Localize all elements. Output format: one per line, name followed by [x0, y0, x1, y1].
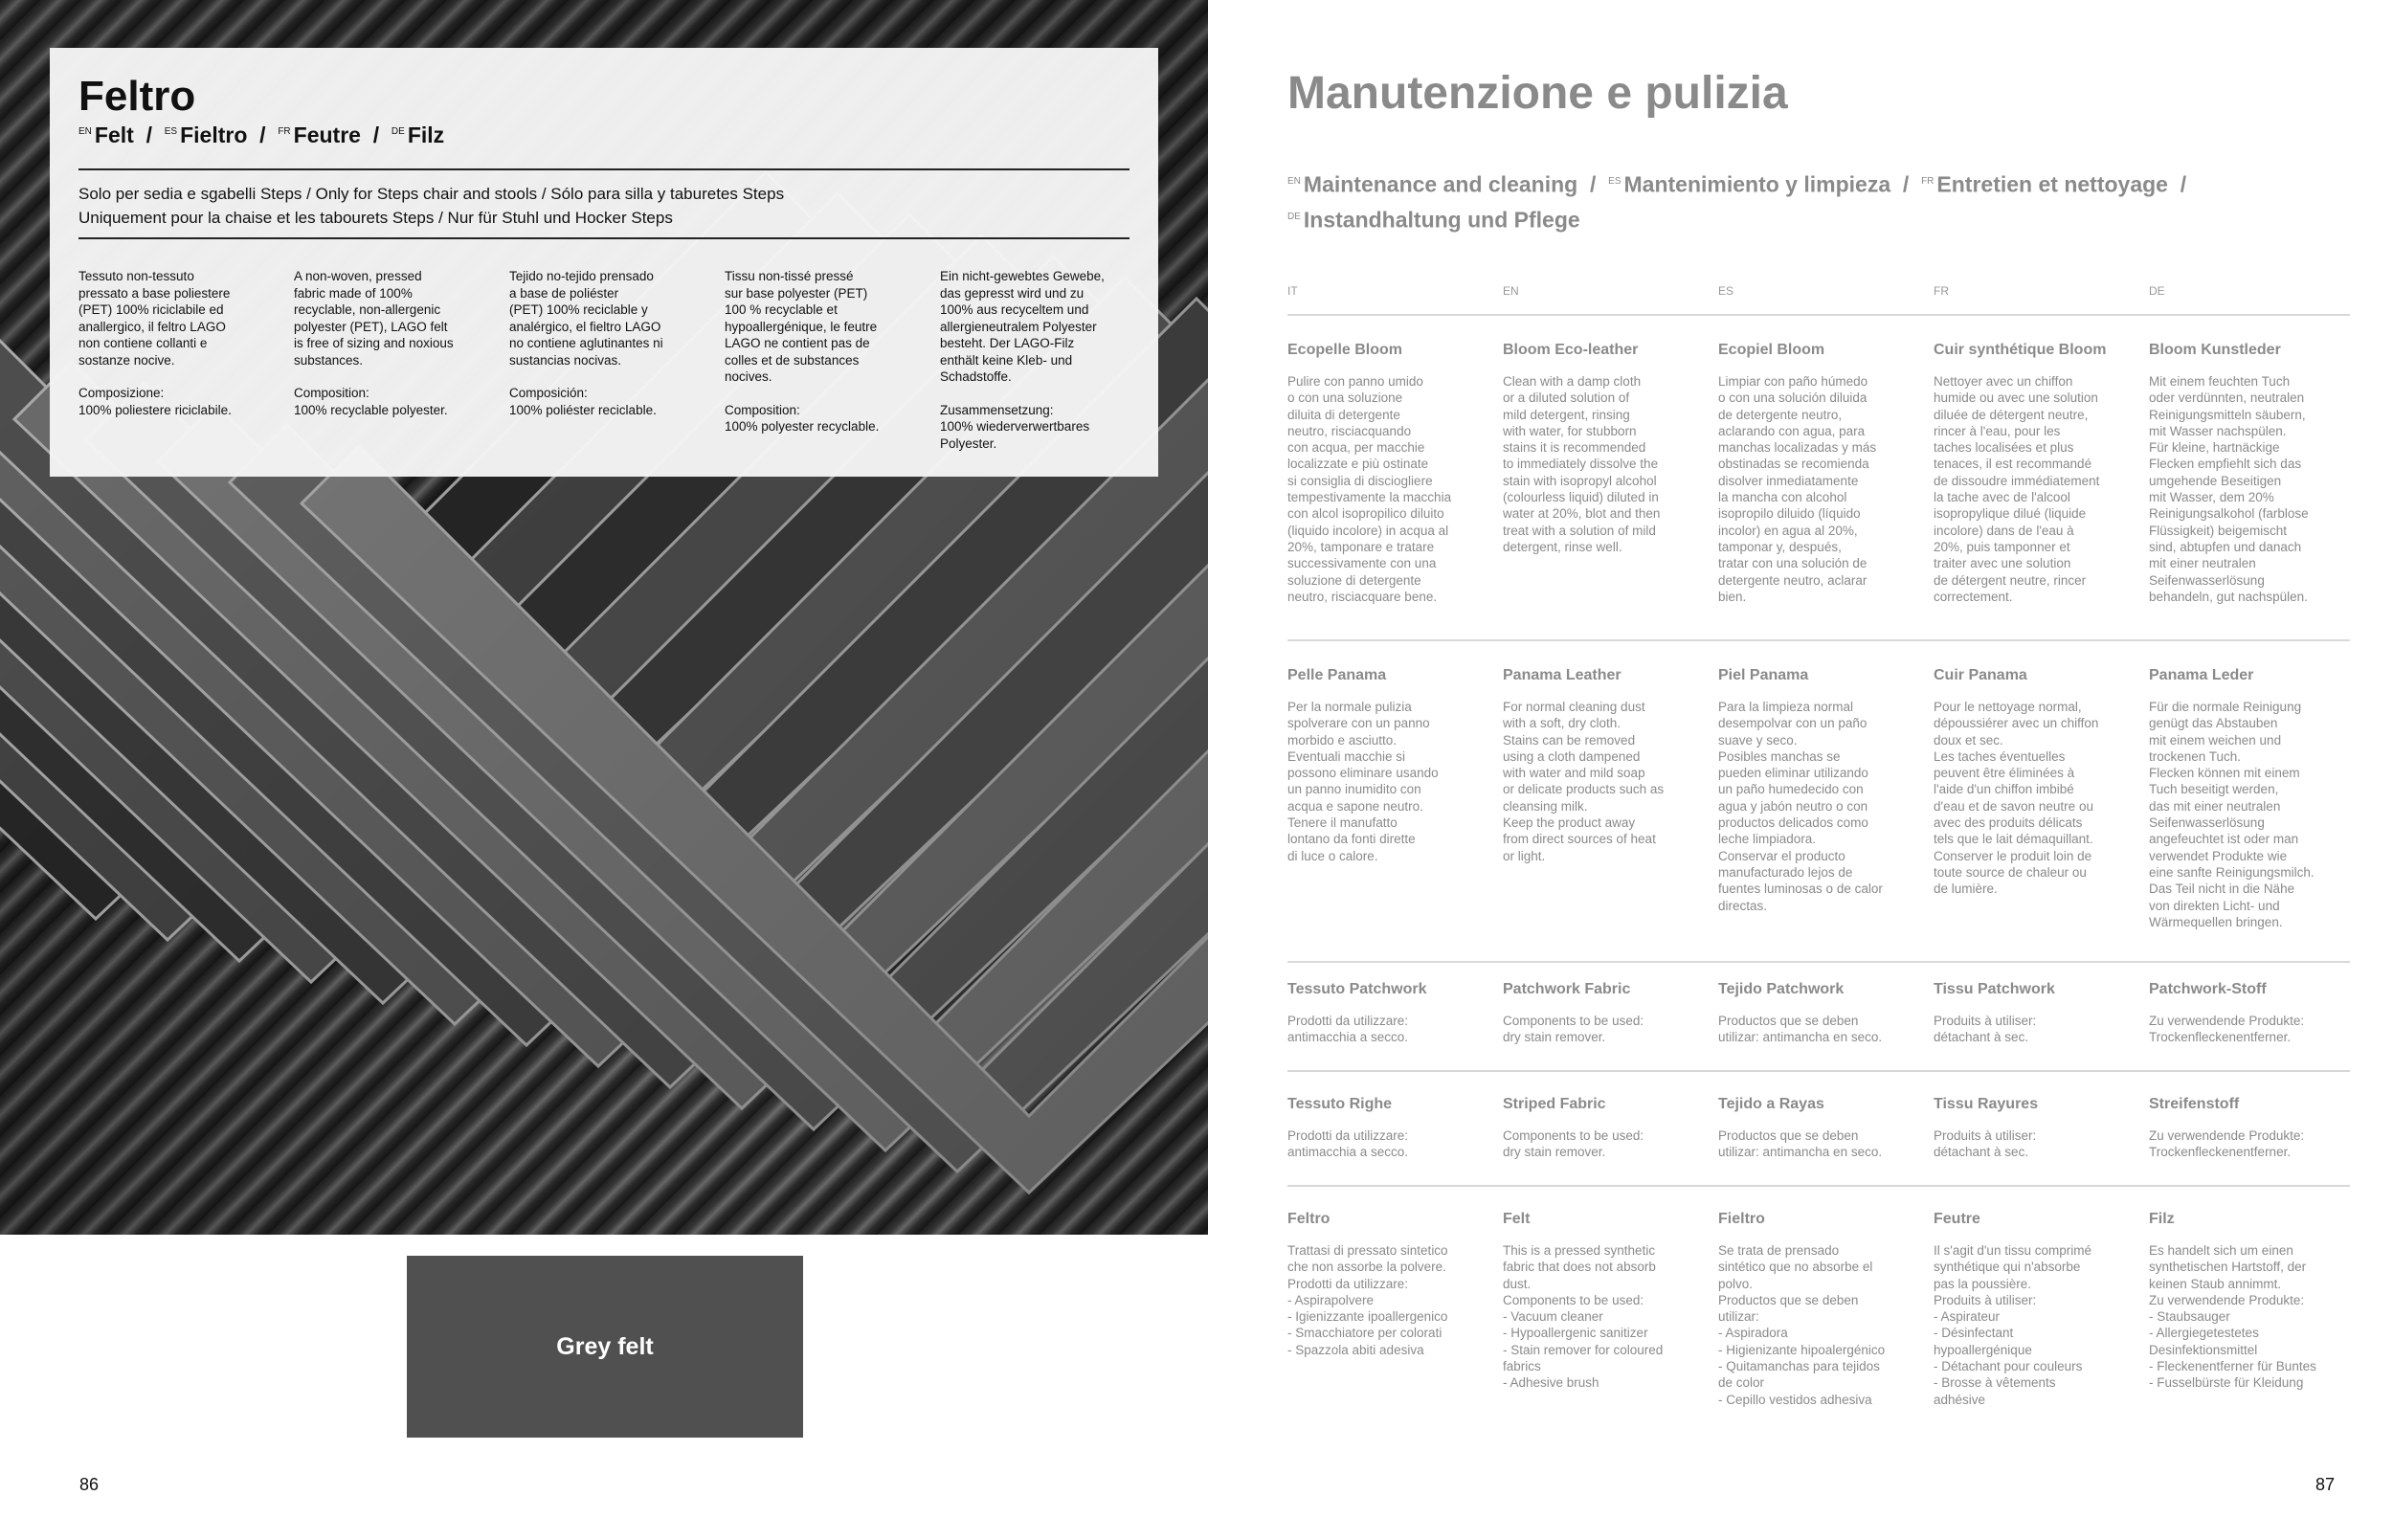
composition-label: Composition: [725, 402, 800, 417]
care-cell-body: Per la normale pulizia spolverare con un panno morbido e asciutto. Eventuali macchie si possono eliminare usando un panno inumidito con acqua e sapone neutro. Tenere il manufatto lontano da fonti dirette di luce o calore. [1287, 700, 1439, 863]
composition-value: 100% poliestere riciclabile. [78, 402, 232, 417]
table-divider [1287, 314, 2350, 316]
section-title: Manutenzione e pulizia [1287, 68, 1788, 119]
care-cell [1934, 1210, 2130, 1408]
table-divider [1287, 1185, 2350, 1187]
care-cell [1718, 1210, 1914, 1408]
composition-label: Zusammensetzung: [940, 402, 1054, 417]
care-cell-title: Fieltro [1718, 1211, 1765, 1227]
care-cell-body: Für die normale Reinigung genügt das Abstauben mit einem weichen und trockenen Tuch. Flecken können mit einem Tuch beseitigt werden, das mit einer neutralen Seifenwasserlösung angefeuchtet ist oder man verwendet Produkte wie eine sanfte Reinigungsmilch. Das Teil nicht in die Nähe von direkten Licht- und Wärmequellen bringen. [2149, 700, 2315, 929]
care-cell [1287, 341, 1484, 605]
care-cell [1287, 1210, 1484, 1358]
care-cell-body: Produits à utiliser: détachant à sec. [1934, 1014, 2037, 1045]
care-cell-title: Bloom Kunstleder [2149, 342, 2281, 358]
care-cell-title: Filz [2149, 1211, 2175, 1227]
page-number-right: 87 [2315, 1475, 2336, 1494]
care-cell-body: For normal cleaning dust with a soft, dry cloth. Stains can be removed using a cloth dampened with water and mild soap or delicate products such as cleansing milk. Keep the product away from direct sources of heat or light. [1503, 700, 1665, 863]
care-cell-body: Trattasi di pressato sintetico che non assorbe la polvere. Prodotti da utilizzare: - Aspirapolvere - Igienizzante ipoallergenico - Smacchiatore per colorati - Spazzola abiti adesiva [1287, 1243, 1448, 1357]
care-cell-body: Components to be used: dry stain remover. [1503, 1128, 1644, 1160]
care-cell [1287, 1095, 1484, 1161]
language-header-es: ES [1718, 284, 1734, 298]
care-cell-body: Produits à utiliser: détachant à sec. [1934, 1128, 2037, 1160]
care-cell-body: Il s'agit d'un tissu comprimé synthétique qui n'absorbe pas la poussière. Produits à utiliser: - Aspirateur - Désinfectant hypoallergénique - Détachant pour couleurs - Brosse à vêtements adhésive [1934, 1243, 2091, 1407]
care-cell-title: Feltro [1287, 1211, 1331, 1227]
care-cell [1718, 980, 1914, 1046]
care-cell-title: Patchwork Fabric [1503, 981, 1631, 997]
care-cell [1287, 980, 1484, 1046]
care-cell-title: Streifenstoff [2149, 1096, 2240, 1112]
care-cell-body: Zu verwendende Produkte: Trockenfleckenentferner. [2149, 1128, 2305, 1160]
care-cell [1934, 666, 2130, 898]
usage-note: Solo per sedia e sgabelli Steps / Only for Steps chair and stools / Sólo para silla y taburetes Steps Uniquement pour la chaise et les tabourets Steps / Nur für Stuhl und Hocker Steps [78, 185, 785, 227]
care-cell-title: Feutre [1934, 1211, 1980, 1227]
composition-value: 100% wiederverwertbares Polyester. [940, 419, 1090, 451]
care-cell-body: Zu verwendende Produkte: Trockenfleckenentferner. [2149, 1014, 2305, 1045]
material-description-column: Tejido no-tejido prensado a base de poliéster (PET) 100% reciclable y analérgico, el fieltro LAGO no contiene aglutinantes ni sustancias nocivas. Composición: 100% poliéster reciclable. [509, 268, 712, 418]
material-description-column: Tessuto non-tessuto pressato a base poliestere (PET) 100% riciclabile ed anallergico, il feltro LAGO non contiene collanti e sostanze nocive. Composizione: 100% poliestere riciclabile. [78, 268, 281, 418]
table-divider [1287, 639, 2350, 641]
care-cell-body: Components to be used: dry stain remover. [1503, 1014, 1644, 1045]
table-divider [1287, 1070, 2350, 1072]
care-cell-body: Nettoyer avec un chiffon humide ou avec une solution diluée de détergent neutre, rincer à l'eau, pour les taches localisées et plus tenaces, il est recommandé de dissoudre immédiatement la tache avec de l'alcool isopropylique dilué (liquide incolore) dans de l'eau à 20%, puis tamponner et traiter avec une solution de détergent neutre, rincer correctement. [1934, 374, 2100, 604]
care-cell [2149, 341, 2345, 605]
care-cell-title: Tessuto Patchwork [1287, 981, 1427, 997]
care-cell-body: Clean with a damp cloth or a diluted solution of mild detergent, rinsing with water, for stubborn stains it is recommended to immediately dissolve the stain with isopropyl alcohol (colourless liquid) diluted in water at 20%, blot and then treat with a solution of mild detergent, rinse well. [1503, 374, 1661, 554]
care-cell-title: Tejido a Rayas [1718, 1096, 1824, 1112]
care-cell-body: Productos que se deben utilizar: antimancha en seco. [1718, 1128, 1883, 1160]
care-cell-body: This is a pressed synthetic fabric that does not absorb dust. Components to be used: - Vacuum cleaner - Hypoallergenic sanitizer - Stain remover for coloured fabrics - Adhesive brush [1503, 1243, 1664, 1391]
care-cell [1503, 1210, 1699, 1392]
composition-value: 100% polyester recyclable. [725, 419, 880, 434]
care-cell-body: Prodotti da utilizzare: antimacchia a secco. [1287, 1014, 1409, 1045]
material-description-column: Ein nicht-gewebtes Gewebe, das gepresst wird und zu 100% aus recyceltem und allergieneutralem Polyester besteht. Der LAGO-Filz enthält keine Kleb- und Schadstoffe. Zusammensetzung: 100% wiederverwertbares Polyester. [940, 268, 1143, 452]
care-cell [2149, 666, 2345, 930]
care-cell-title: Ecopiel Bloom [1718, 342, 1825, 358]
swatch-label: Grey felt [556, 1332, 654, 1360]
care-cell [1934, 341, 2130, 605]
care-cell-title: Piel Panama [1718, 667, 1809, 683]
care-cell-title: Pelle Panama [1287, 667, 1387, 683]
care-cell-title: Tissu Patchwork [1934, 981, 2055, 997]
composition-label: Composición: [509, 386, 588, 400]
care-cell [1718, 666, 1914, 914]
care-cell-title: Felt [1503, 1211, 1531, 1227]
care-cell-body: Para la limpieza normal desempolvar con un paño suave y seco. Posibles manchas se pueden eliminar utilizando un paño humedecido con agua y jabón neutro o con productos delicados como leche limpiadora. Conservar el producto manufacturado lejos de fuentes luminosas o de calor directas. [1718, 700, 1883, 913]
composition-value: 100% poliéster reciclable. [509, 402, 657, 417]
care-cell-title: Tejido Patchwork [1718, 981, 1845, 997]
care-cell-title: Panama Leather [1503, 667, 1621, 683]
divider [78, 237, 1129, 239]
care-cell-title: Cuir synthétique Bloom [1934, 342, 2107, 358]
care-cell-title: Tissu Rayures [1934, 1096, 2039, 1112]
care-cell [1934, 980, 2130, 1046]
composition-value: 100% recyclable polyester. [294, 402, 448, 417]
care-cell [2149, 980, 2345, 1046]
care-cell-body: Productos que se deben utilizar: antimancha en seco. [1718, 1014, 1883, 1045]
care-cell-title: Bloom Eco-leather [1503, 342, 1639, 358]
material-description-column: Tissu non-tissé pressé sur base polyester (PET) 100 % recyclable et hypoallergénique, le feutre LAGO ne contient pas de colles et de substances nocives. Composition: 100% polyester recyclable. [725, 268, 928, 435]
care-cell-body: Se trata de prensado sintético que no absorbe el polvo. Productos que se deben utilizar: - Aspiradora - Higienizante hipoalergénico - Quitamanchas para tejidos de color - Cepillo vestidos adhesiva [1718, 1243, 1886, 1407]
material-info-box [50, 48, 1158, 477]
care-cell-body: Limpiar con paño húmedo o con una solución diluida de detergente neutro, aclarando con agua, para manchas localizadas y más obstinadas se recomienda disolver inmediatamente la mancha con alcohol isopropilo diluido (líquido incolor) en agua al 20%, tamponar y, después, tratar con una solución de detergente neutro, aclarar bien. [1718, 374, 1877, 604]
material-translations: $^{EN}$ Felt / $^{ES}$ Fieltro / $^{FR}$ Feutre / $^{DE}$ Filz [78, 123, 445, 147]
care-cell-body: Pour le nettoyage normal, dépoussiérer avec un chiffon doux et sec. Les taches éventuelles peuvent être éliminées à l'aide d'un chiffon imbibé d'eau et de savon neutre ou avec des produits délicats tels que le lait démaquillant. Conserver le produit loin de toute source de chaleur ou de lumière. [1934, 700, 2099, 897]
care-cell [1503, 980, 1699, 1046]
care-cell [1503, 1095, 1699, 1161]
language-header-fr: FR [1934, 284, 1949, 298]
care-cell-title: Panama Leder [2149, 667, 2254, 683]
care-cell-title: Striped Fabric [1503, 1096, 1606, 1112]
care-cell-body: Mit einem feuchten Tuch oder verdünnten, neutralen Reinigungsmitteln säubern, mit Wasser nachspülen. Für kleine, hartnäckige Flecken empfiehlt sich das umgehende Beseitigen mit Wasser, dem 20% Reinigungsalkohol (farblose Flüssigkeit) beigemischt sind, abtupfen und danach mit einer neutralen Seifenwasserlösung behandeln, gut nachspülen. [2149, 374, 2309, 604]
language-header-de: DE [2149, 284, 2165, 298]
care-cell-body: Prodotti da utilizzare: antimacchia a secco. [1287, 1128, 1409, 1160]
care-cell [1287, 666, 1484, 864]
material-description-column: A non-woven, pressed fabric made of 100% recyclable, non-allergenic polyester (PET), LAGO felt is free of sizing and noxious substances. Composition: 100% recyclable polyester. [294, 268, 497, 418]
material-title: Feltro [78, 73, 196, 120]
divider [78, 168, 1129, 170]
language-header-en: EN [1503, 284, 1519, 298]
care-cell-body: Pulire con panno umido o con una soluzione diluita di detergente neutro, risciacquando con acqua, per macchie localizzate e più ostinate si consiglia di disciogliere tempestivamente la macchia con alcol isopropilico diluito (liquido incolore) in acqua al 20%, tamponare e tratare successivamente con una soluzione di detergente neutro, risciacquare bene. [1287, 374, 1452, 604]
table-divider [1287, 961, 2350, 963]
language-header-it: IT [1287, 284, 1298, 298]
composition-label: Composition: [294, 386, 369, 400]
color-swatch [407, 1256, 803, 1438]
care-cell-title: Patchwork-Stoff [2149, 981, 2267, 997]
care-cell-title: Tessuto Righe [1287, 1096, 1393, 1112]
care-cell-body: Es handelt sich um einen synthetischen Hartstoff, der keinen Staub annimmt. Zu verwendende Produkte: - Staubsauger - Allergiegetestetes Desinfektionsmittel - Fleckenentferner für Buntes - Fusselbürste für Kleidung [2149, 1243, 2316, 1391]
page-number-left: 86 [79, 1475, 100, 1494]
care-cell [2149, 1095, 2345, 1161]
care-cell-title: Ecopelle Bloom [1287, 342, 1403, 358]
care-cell [1718, 341, 1914, 605]
composition-label: Composizione: [78, 386, 165, 400]
care-cell [1934, 1095, 2130, 1161]
care-cell [1503, 666, 1699, 864]
care-cell [1503, 341, 1699, 555]
section-translations: $^{EN}$ Maintenance and cleaning / $^{ES}$ Mantenimiento y limpieza / $^{FR}$ Entretien et nettoyage / $^{DE}$ Instandhaltung und Pflege [1287, 171, 2187, 233]
care-cell-title: Cuir Panama [1934, 667, 2027, 683]
care-cell [2149, 1210, 2345, 1392]
care-cell [1718, 1095, 1914, 1161]
